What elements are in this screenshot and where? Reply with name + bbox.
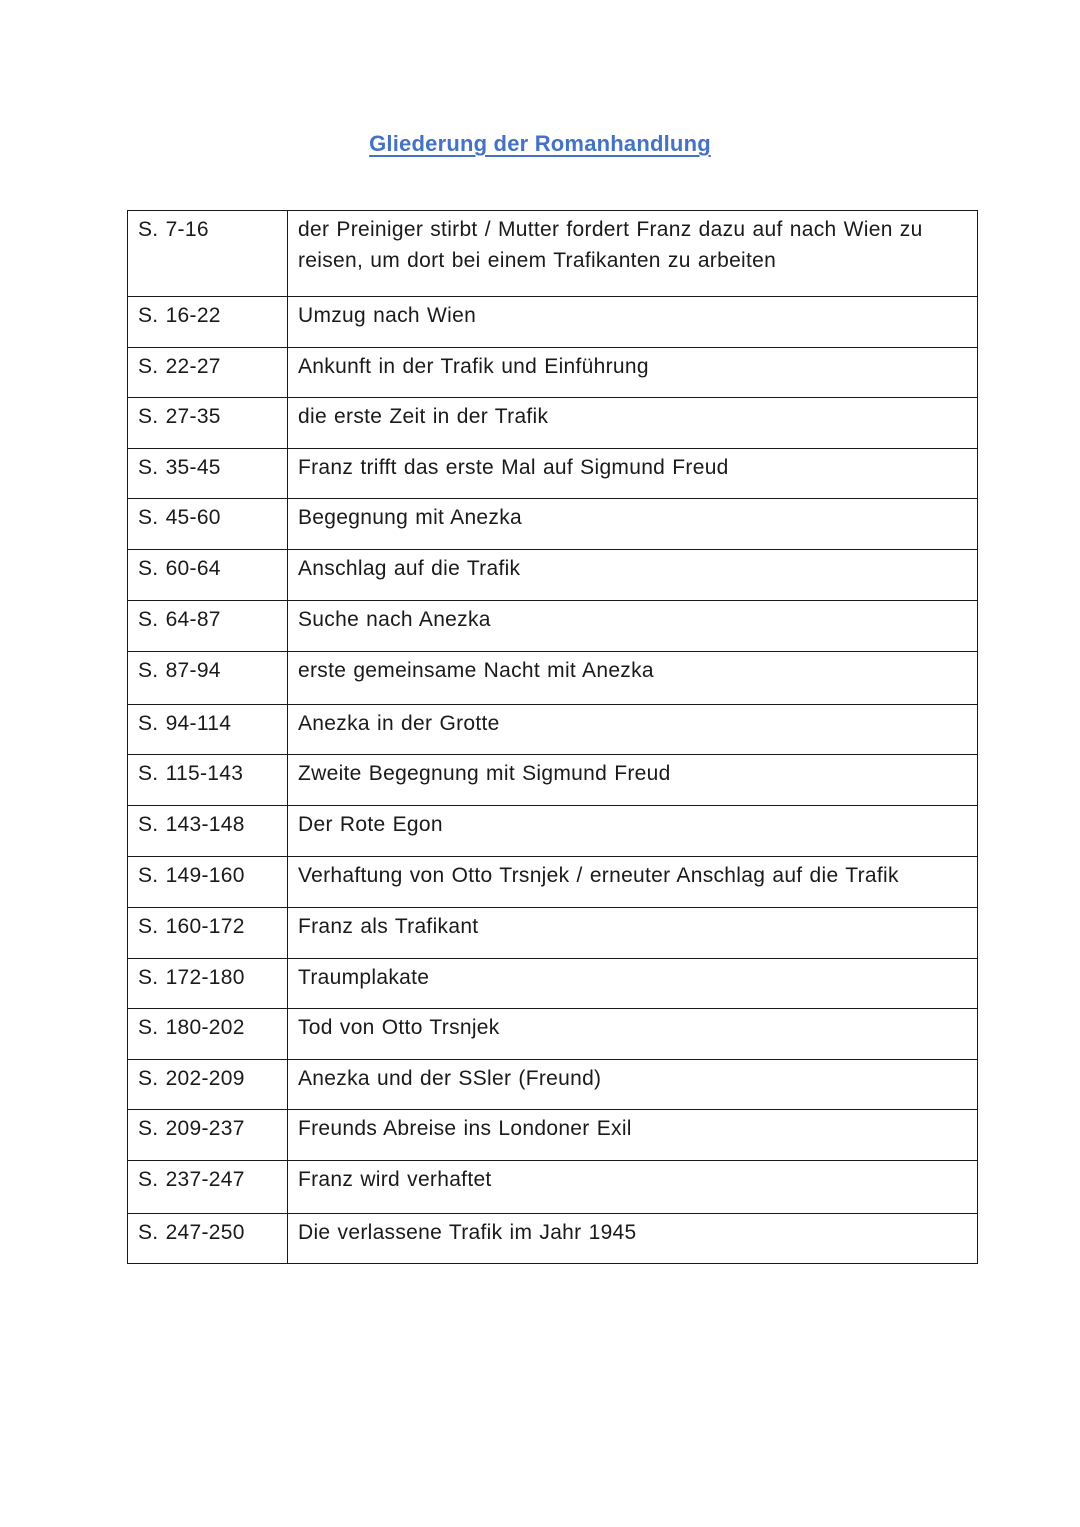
table-row (128, 449, 978, 499)
page-range: S. 180-202 (128, 1009, 288, 1060)
page-range: S. 160-172 (128, 908, 288, 959)
table-row (128, 398, 978, 449)
plot-description: Traumplakate (288, 959, 978, 1009)
plot-description: Anezka in der Grotte (288, 705, 978, 755)
plot-description: Ankunft in der Trafik und Einführung (288, 348, 978, 398)
plot-description: Die verlassene Trafik im Jahr 1945 (288, 1214, 978, 1264)
table-row (128, 1009, 978, 1060)
plot-description: Der Rote Egon (288, 806, 978, 857)
table-row (128, 348, 978, 398)
page-range: S. 64-87 (128, 601, 288, 652)
table-row (128, 857, 978, 908)
page-range: S. 16-22 (128, 297, 288, 348)
page-title: Gliederung der Romanhandlung (369, 131, 711, 156)
table-row (128, 550, 978, 601)
plot-description: Anschlag auf die Trafik (288, 550, 978, 601)
plot-description: Franz trifft das erste Mal auf Sigmund Freud (288, 449, 978, 499)
plot-description: erste gemeinsame Nacht mit Anezka (288, 652, 978, 705)
page-range: S. 45-60 (128, 499, 288, 550)
table-row (128, 705, 978, 755)
plot-description: Tod von Otto Trsnjek (288, 1009, 978, 1060)
page-range: S. 60-64 (128, 550, 288, 601)
plot-description: Freunds Abreise ins Londoner Exil (288, 1110, 978, 1161)
page-range: S. 172-180 (128, 959, 288, 1009)
plot-description: Begegnung mit Anezka (288, 499, 978, 550)
table-row (128, 1161, 978, 1214)
page-range: S. 247-250 (128, 1214, 288, 1264)
page-range: S. 22-27 (128, 348, 288, 398)
table-row (128, 959, 978, 1009)
outline-table (127, 210, 978, 1264)
table-row (128, 1110, 978, 1161)
page-range: S. 27-35 (128, 398, 288, 449)
table-row (128, 297, 978, 348)
table-row (128, 652, 978, 705)
plot-description: Suche nach Anezka (288, 601, 978, 652)
table-row (128, 499, 978, 550)
plot-description: der Preiniger stirbt / Mutter fordert Franz dazu auf nach Wien zu reisen, um dort bei einem Trafikanten zu arbeiten (288, 211, 978, 297)
page-range: S. 94-114 (128, 705, 288, 755)
table-row (128, 1060, 978, 1110)
page-range: S. 7-16 (128, 211, 288, 297)
plot-description: Verhaftung von Otto Trsnjek / erneuter Anschlag auf die Trafik (288, 857, 978, 908)
table-row (128, 1214, 978, 1264)
plot-description: Zweite Begegnung mit Sigmund Freud (288, 755, 978, 806)
plot-description: die erste Zeit in der Trafik (288, 398, 978, 449)
plot-description: Franz wird verhaftet (288, 1161, 978, 1214)
plot-description: Umzug nach Wien (288, 297, 978, 348)
table-row (128, 806, 978, 857)
page-range: S. 87-94 (128, 652, 288, 705)
table-row (128, 601, 978, 652)
page-range: S. 143-148 (128, 806, 288, 857)
page-range: S. 209-237 (128, 1110, 288, 1161)
plot-description: Anezka und der SSler (Freund) (288, 1060, 978, 1110)
table-row (128, 755, 978, 806)
page-range: S. 202-209 (128, 1060, 288, 1110)
page-range: S. 149-160 (128, 857, 288, 908)
plot-description: Franz als Trafikant (288, 908, 978, 959)
table-row (128, 211, 978, 297)
page-range: S. 35-45 (128, 449, 288, 499)
page-range: S. 115-143 (128, 755, 288, 806)
table-row (128, 908, 978, 959)
page-range: S. 237-247 (128, 1161, 288, 1214)
